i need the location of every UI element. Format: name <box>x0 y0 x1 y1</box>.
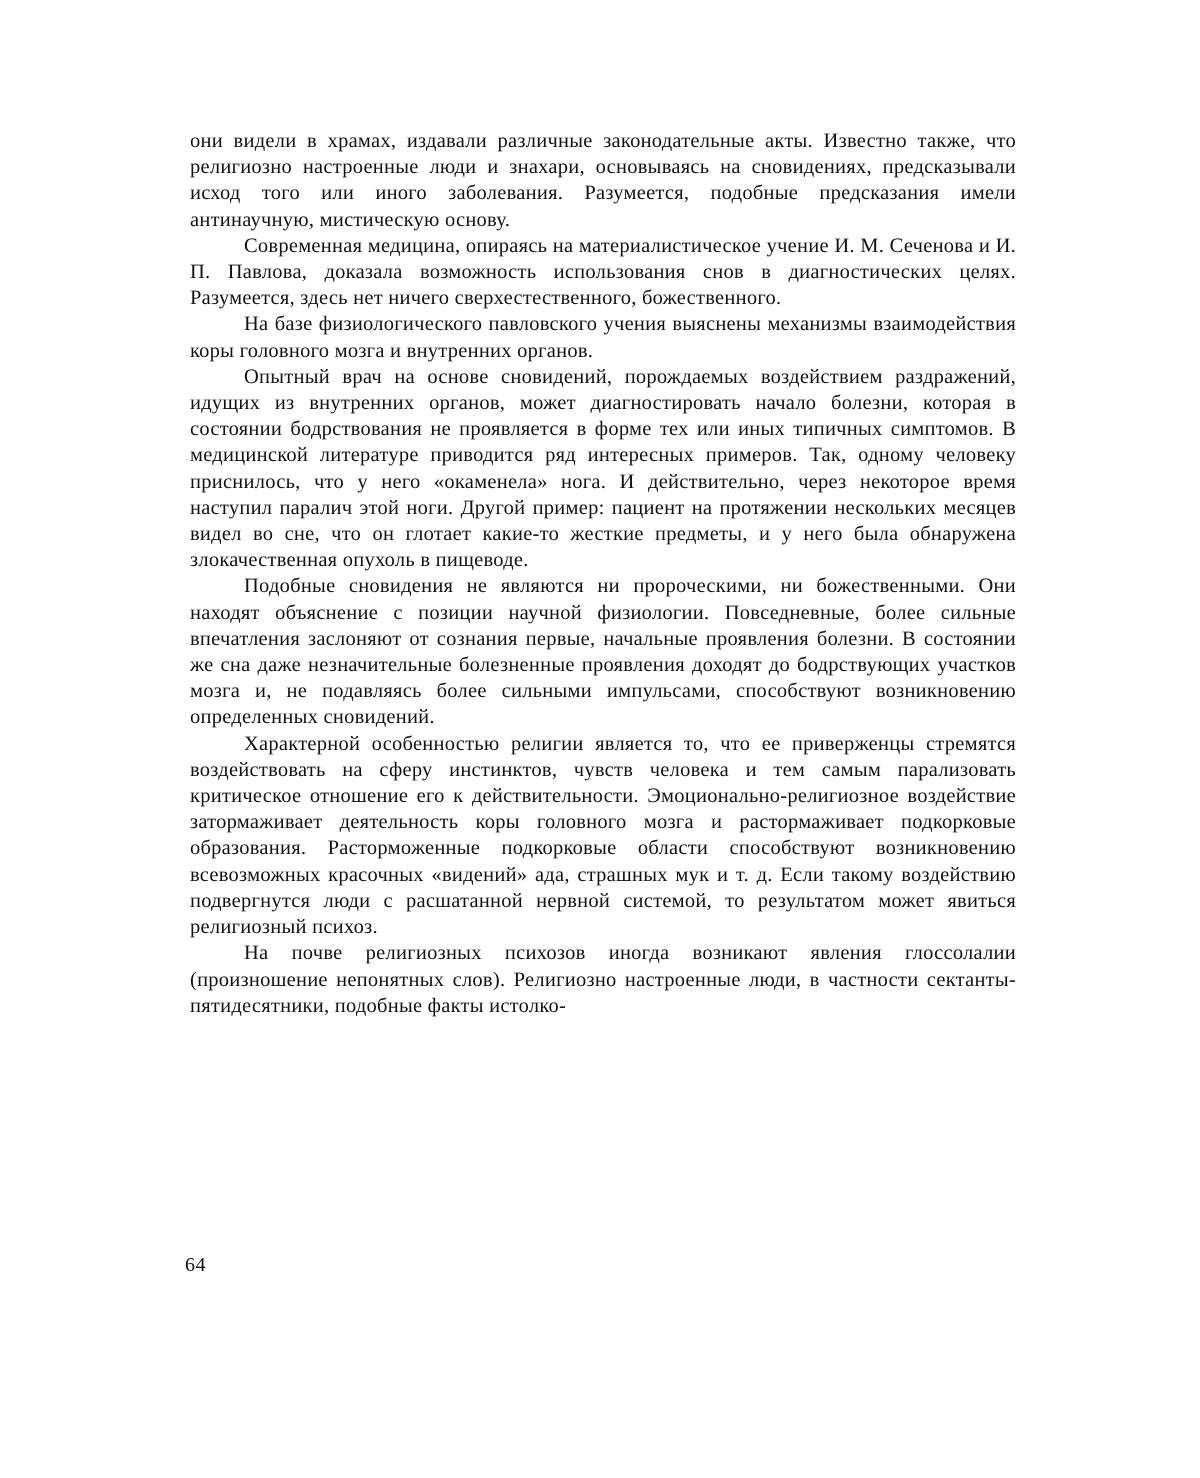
paragraph-3: На базе физиологического павловского учения выяснены механиз­мы взаимодействия коры головного мозга и внутренних органов. <box>190 311 1016 363</box>
body-text <box>190 128 1016 1019</box>
paragraph-6: Характерной особенностью религии является то, что ее привер­женцы стремятся воздействовать на сферу инстинктов, чувств чело­века и тем самым парализовать критическое отношение его к действи­тельности. Эмоционально-религиозное воздействие затормаживает деятельность коры головного мозга и растормаживает подкорковые образования. Расторможенные подкорковые области способствуют возникновению всевозможных красочных «видений» ада, страшных мук и т. д. Если такому воздействию подвергнутся люди с расшатанной нервной системой, то результатом может явиться религиозный психоз. <box>190 731 1016 941</box>
paragraph-2: Современная медицина, опираясь на материалистическое учение И. М. Сеченова и И. П. Павлова, доказала возможность использова­ния снов в диагностических целях. Разумеется, здесь нет ничего сверх­естественного, божественного. <box>190 233 1016 312</box>
book-page <box>0 0 1200 1478</box>
paragraph-4: Опытный врач на основе сновидений, порождаемых воздействием раздражений, идущих из внутренних органов, может диагностировать начало болезни, которая в состоянии бодрствования не проявляется в форме тех или иных типичных симптомов. В медицинской литературе приводится ряд интересных примеров. Так, одному человеку присни­лось, что у него «окаменела» нога. И действительно, через некоторое время наступил паралич этой ноги. Другой пример: пациент на протя­жении нескольких месяцев видел во сне, что он глотает какие-то жест­кие предметы, и у него была обнаружена злокачественная опухоль в пищеводе. <box>190 364 1016 574</box>
paragraph-7: На почве религиозных психозов иногда возникают явления глос­солалии (произношение непонятных слов). Религиозно настроенные люди, в частности сектанты-пятидесятники, подобные факты истолко- <box>190 940 1016 1019</box>
paragraph-5: Подобные сновидения не являются ни пророческими, ни божест­венными. Они находят объяснение с позиции научной физиологии. Повседневные, более сильные впечатления заслоняют от сознания пер­вые, начальные проявления болезни. В состоянии же сна даже незна­чительные болезненные проявления доходят до бодрствующих участ­ков мозга и, не подавляясь более сильными импульсами, способствуют возникновению определенных сновидений. <box>190 573 1016 730</box>
paragraph-1: они видели в храмах, издавали различные законодательные акты. Известно также, что религиозно настроенные люди и знахари, осно­вываясь на сновидениях, предсказывали исход того или иного заболе­вания. Разумеется, подобные предсказания имели антинаучную, мис­тическую основу. <box>190 128 1016 233</box>
page-number: 64 <box>185 1253 206 1277</box>
